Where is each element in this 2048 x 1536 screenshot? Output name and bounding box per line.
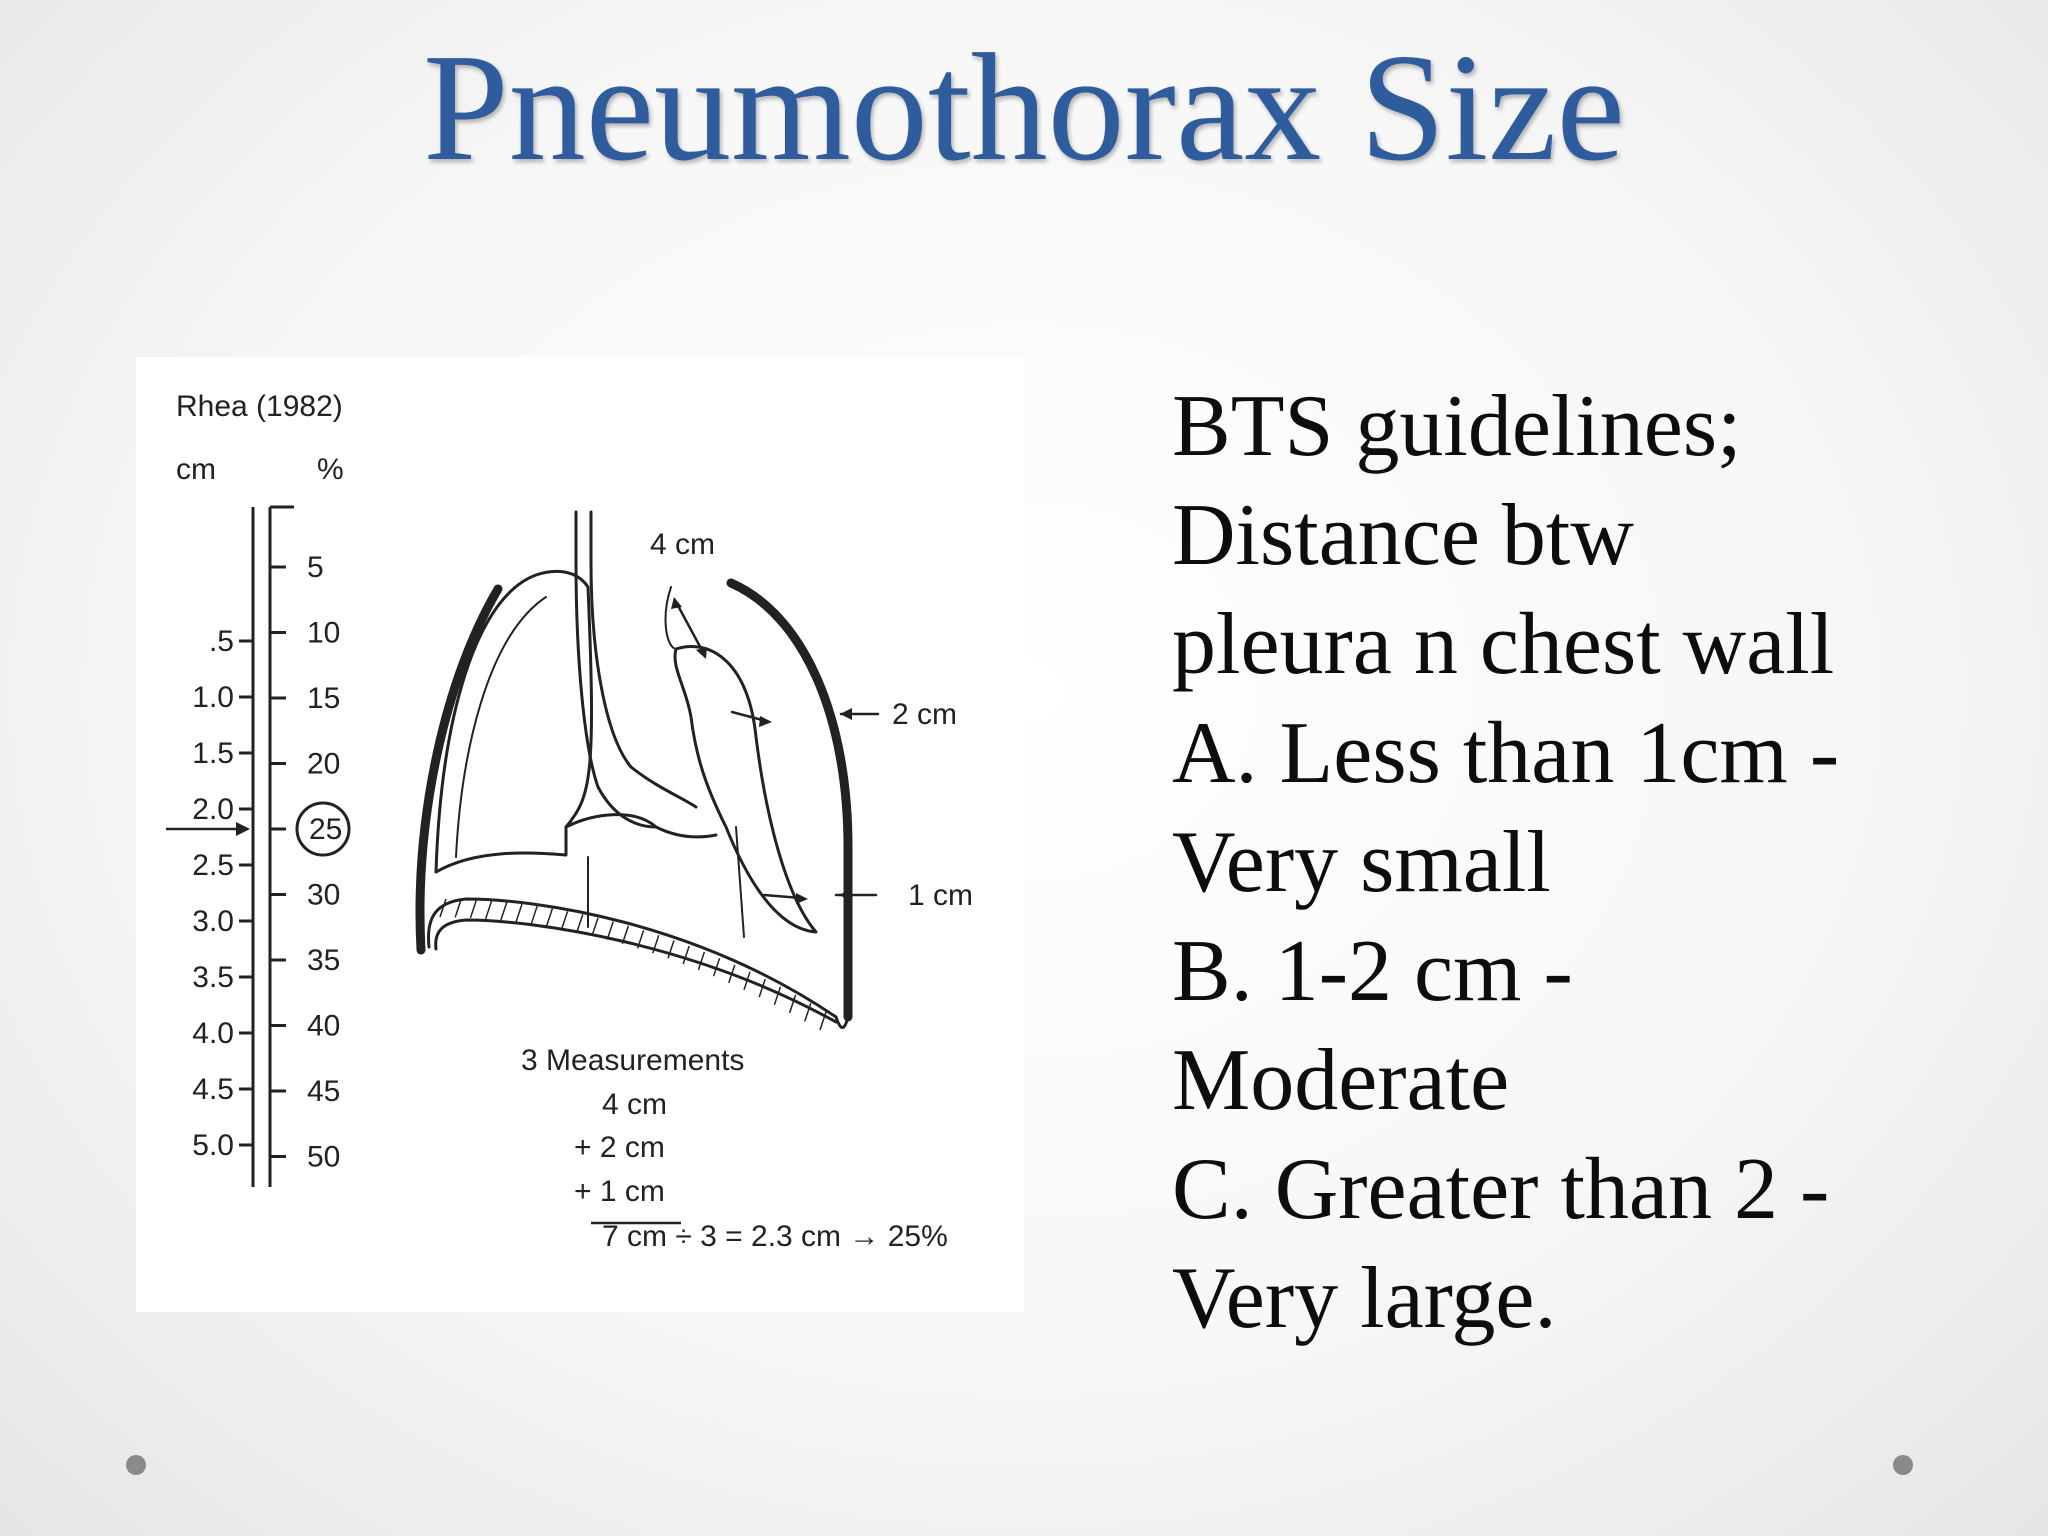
percent-tick-label: 15 xyxy=(307,682,341,715)
hatch-mark xyxy=(774,987,780,1005)
percent-tick-label: 5 xyxy=(307,551,324,584)
calc-line-1: 4 cm xyxy=(602,1088,668,1121)
calc-result: 7 cm ÷ 3 = 2.3 cm → 25% xyxy=(602,1220,948,1253)
calc-line-3: + 1 cm xyxy=(574,1175,665,1208)
calc-line-2: + 2 cm xyxy=(574,1131,665,1164)
rhea-diagram xyxy=(136,357,1024,1312)
rhea-diagram-svg xyxy=(136,357,1024,1312)
right-apex-line xyxy=(666,587,676,649)
percent-tick-label: 25 xyxy=(309,813,343,846)
arrow-2cm-left-head xyxy=(759,716,772,727)
cm-tick-label: .5 xyxy=(208,625,234,658)
arrow-2cm-right-head xyxy=(840,708,852,720)
percent-tick-label: 30 xyxy=(307,878,341,912)
guideline-line: Very large. xyxy=(1172,1250,1557,1347)
guideline-line: Distance btw xyxy=(1172,487,1634,584)
cm-tick-label: 4.0 xyxy=(192,1017,234,1050)
right-chest-wall xyxy=(731,583,848,1017)
percent-tick-label: 20 xyxy=(307,747,341,781)
cm-tick-label: 2.0 xyxy=(192,793,234,826)
pointer-arrow-head xyxy=(236,822,250,836)
cm-tick-label: 1.0 xyxy=(192,681,234,714)
arrow-4cm-head-top xyxy=(671,597,682,609)
hatch-mark xyxy=(577,914,583,932)
guideline-line: C. Greater than 2 - xyxy=(1172,1141,1830,1238)
label-2cm: 2 cm xyxy=(892,698,958,731)
arrow-1cm-left-head xyxy=(796,893,808,904)
guideline-text xyxy=(1172,372,2012,1353)
diaphragm-inner xyxy=(436,920,836,1022)
heart-right-edge xyxy=(736,827,744,937)
costophrenic-angle xyxy=(836,1017,848,1028)
slide-dot-left xyxy=(126,1455,146,1475)
guideline-line: Very small xyxy=(1172,814,1551,911)
left-chest-wall xyxy=(420,589,498,950)
percent-tick-label: 45 xyxy=(307,1075,341,1108)
guideline-line: BTS guidelines; xyxy=(1172,378,1742,475)
diaphragm-hatching xyxy=(440,899,826,1030)
guideline-line: B. 1-2 cm - xyxy=(1172,923,1573,1020)
calc-title: 3 Measurements xyxy=(521,1044,745,1077)
guideline-line: A. Less than 1cm - xyxy=(1172,705,1840,802)
label-1cm: 1 cm xyxy=(908,879,974,912)
hatch-mark xyxy=(516,904,522,922)
arrow-4cm-head-bottom xyxy=(696,647,707,659)
hatch-mark xyxy=(470,900,476,918)
percent-header: % xyxy=(317,453,344,486)
hatch-mark xyxy=(486,901,492,919)
slide-dot-right xyxy=(1893,1455,1913,1475)
cm-tick-label: 3.0 xyxy=(192,905,234,938)
diagram-heading: Rhea (1982) xyxy=(176,390,343,423)
label-4cm: 4 cm xyxy=(650,528,716,561)
percent-tick-label: 40 xyxy=(307,1009,341,1043)
hatch-mark xyxy=(501,902,507,920)
percent-tick-label: 50 xyxy=(307,1140,341,1174)
hatch-mark xyxy=(698,952,704,970)
cm-header: cm xyxy=(176,453,216,486)
cm-tick-label: 2.5 xyxy=(192,849,234,882)
guideline-line: pleura n chest wall xyxy=(1172,596,1835,693)
hatch-mark xyxy=(546,908,552,926)
hatch-mark xyxy=(592,918,598,936)
cm-tick-label: 3.5 xyxy=(192,961,234,994)
hatch-mark xyxy=(683,946,689,964)
cm-tick-label: 5.0 xyxy=(192,1129,234,1162)
percent-tick-label: 35 xyxy=(307,944,341,977)
cm-tick-label: 1.5 xyxy=(192,737,234,770)
percent-tick-label: 10 xyxy=(307,616,341,650)
hatch-mark xyxy=(562,911,568,929)
cm-tick-label: 4.5 xyxy=(192,1073,234,1106)
scale-ticks xyxy=(192,551,342,1174)
lung-drawing xyxy=(420,512,878,1028)
guideline-line: Moderate xyxy=(1172,1032,1510,1129)
hatch-mark xyxy=(531,906,537,924)
collapsed-right-lung xyxy=(675,646,816,932)
slide-title: Pneumothorax Size xyxy=(423,23,1625,193)
diaphragm-line xyxy=(428,899,836,1017)
